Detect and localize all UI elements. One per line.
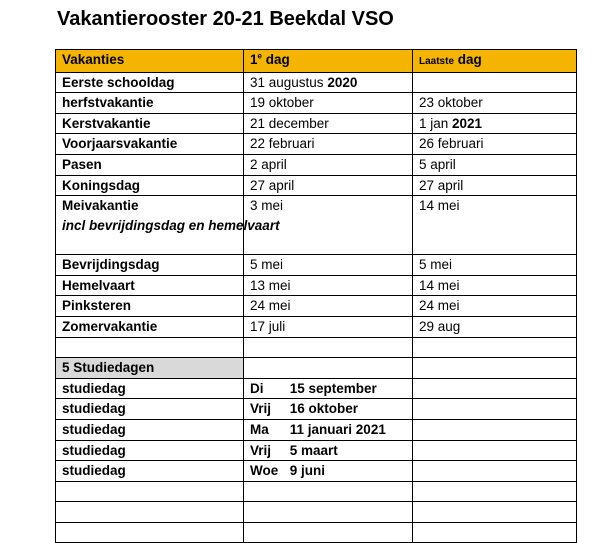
date: 16 oktober [289, 401, 359, 417]
date: 15 september [289, 380, 377, 396]
empty-cell [56, 522, 244, 543]
row-end: 14 mei [413, 275, 577, 296]
studiedag-date [244, 419, 413, 440]
empty-cell [413, 378, 577, 399]
row-name: Bevrijdingsdag [56, 255, 244, 276]
table-row [56, 113, 577, 134]
studiedag-date [244, 440, 413, 461]
row-name: Zomervakantie [56, 316, 244, 337]
empty-cell [413, 419, 577, 440]
row-end: 23 oktober [413, 93, 577, 114]
row-end: 26 februari [413, 134, 577, 155]
row-name: herfstvakantie [56, 93, 244, 114]
weekday: Ma [250, 421, 269, 437]
row-name: Kerstvakantie [56, 113, 244, 134]
row-name: Voorjaarsvakantie [56, 134, 244, 155]
row-end: 5 mei [413, 255, 577, 276]
row-end: 27 april [413, 175, 577, 196]
row-start: 31 augustus 2020 [244, 72, 413, 93]
date: 11 januari 2021 [289, 421, 386, 437]
studiedag-row [56, 461, 577, 482]
empty-cell [413, 399, 577, 420]
header-laatste-dag: Laatste dag [413, 50, 577, 73]
studiedag-date [244, 378, 413, 399]
empty-cell [244, 522, 413, 543]
row-name: studiedag [56, 399, 244, 420]
studiedagen-header: 5 Studiedagen [56, 358, 244, 379]
row-end [413, 72, 577, 93]
row-end: 5 april [413, 154, 577, 175]
date: 5 maart [289, 442, 338, 458]
empty-row [56, 522, 577, 543]
weekday: Vrij [250, 401, 272, 417]
row-end: 1 jan 2021 [413, 113, 577, 134]
empty-cell [413, 522, 577, 543]
table-row [56, 316, 577, 337]
table-row [56, 275, 577, 296]
row-name: studiedag [56, 419, 244, 440]
table-row [56, 175, 577, 196]
weekday: Di [250, 380, 264, 396]
row-name: studiedag [56, 440, 244, 461]
empty-row [56, 337, 577, 358]
table-row [56, 154, 577, 175]
table-row [56, 134, 577, 155]
row-name: studiedag [56, 378, 244, 399]
empty-cell [244, 481, 413, 502]
empty-cell [413, 440, 577, 461]
row-name: Koningsdag [56, 175, 244, 196]
row-end: 14 mei [413, 196, 577, 255]
row-name: Pasen [56, 154, 244, 175]
row-start: 24 mei [244, 296, 413, 317]
empty-cell [244, 358, 413, 379]
studiedag-row [56, 419, 577, 440]
row-name: Eerste schooldag [56, 72, 244, 93]
empty-cell [413, 461, 577, 482]
empty-cell [413, 502, 577, 523]
header-eerste-dag: 1e dag [244, 50, 413, 73]
vacation-table [55, 49, 577, 543]
row-start: 3 mei [244, 196, 413, 255]
empty-cell [413, 337, 577, 358]
empty-row [56, 502, 577, 523]
date: 9 juni [289, 463, 326, 479]
studiedag-row [56, 399, 577, 420]
meivakantie-note: incl bevrijdingsdag en hemelvaart [62, 217, 280, 233]
row-name: Hemelvaart [56, 275, 244, 296]
row-start: 22 februari [244, 134, 413, 155]
empty-cell [244, 502, 413, 523]
row-name: studiedag [56, 461, 244, 482]
meivakantie-label: Meivakantie [62, 198, 139, 214]
table-row [56, 255, 577, 276]
empty-cell [244, 337, 413, 358]
studiedag-row [56, 378, 577, 399]
table-row [56, 93, 577, 114]
row-start: 27 april [244, 175, 413, 196]
empty-cell [413, 481, 577, 502]
empty-cell [413, 358, 577, 379]
row-start: 13 mei [244, 275, 413, 296]
table-row [56, 296, 577, 317]
page-title: Vakantierooster 20-21 Beekdal VSO [57, 8, 394, 30]
row-start: 19 oktober [244, 93, 413, 114]
studiedag-date [244, 399, 413, 420]
row-end: 29 aug [413, 316, 577, 337]
studiedagen-header-row [56, 358, 577, 379]
empty-cell [56, 337, 244, 358]
row-start: 5 mei [244, 255, 413, 276]
empty-cell [56, 502, 244, 523]
studiedag-date [244, 461, 413, 482]
empty-row [56, 481, 577, 502]
row-start: 17 juli [244, 316, 413, 337]
table-row [56, 72, 577, 93]
header-vakanties: Vakanties [56, 50, 244, 73]
weekday: Vrij [250, 442, 272, 458]
row-name: Pinksteren [56, 296, 244, 317]
table-row-meivakantie [56, 196, 577, 255]
empty-cell [56, 481, 244, 502]
table-header-row [56, 50, 577, 73]
row-start: 21 december [244, 113, 413, 134]
row-start: 2 april [244, 154, 413, 175]
row-end: 24 mei [413, 296, 577, 317]
studiedag-row [56, 440, 577, 461]
weekday: Woe [250, 463, 279, 479]
